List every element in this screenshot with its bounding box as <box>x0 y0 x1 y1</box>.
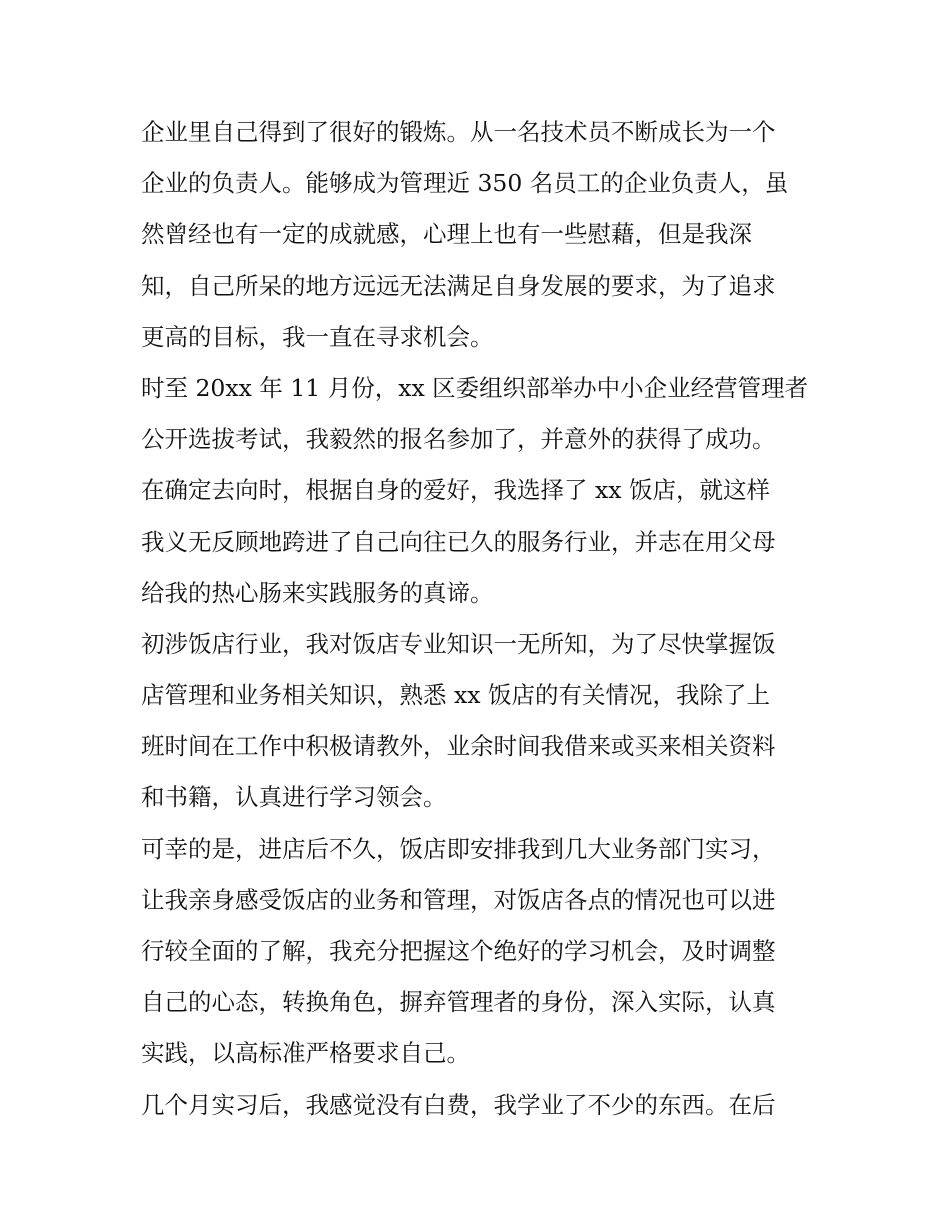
body-text <box>141 107 821 1131</box>
text-line: 行较全面的了解，我充分把握这个绝好的学习机会，及时调整 <box>141 937 776 965</box>
text-line: 然曾经也有一定的成就感，心理上也有一些慰藉，但是我深 <box>141 220 752 249</box>
text-line: 时至 20xx 年 11 月份，xx 区委组织部举办中小企业经营管理者 <box>141 373 809 402</box>
text-line: 让我亲身感受饭店的业务和管理，对饭店各点的情况也可以进 <box>141 885 776 914</box>
text-line: 公开选拔考试，我毅然的报名参加了，并意外的获得了成功。 <box>141 425 776 454</box>
text-line: 可幸的是，进店后不久，饭店即安排我到几大业务部门实习， <box>141 834 776 863</box>
text-line: 更高的目标，我一直在寻求机会。 <box>141 322 494 351</box>
text-line: 几个月实习后，我感觉没有白费，我学业了不少的东西。在后 <box>141 1090 776 1119</box>
text-line: 班时间在工作中积极请教外，业余时间我借来或买来相关资料 <box>141 732 776 761</box>
text-line: 和书籍，认真进行学习领会。 <box>141 783 447 812</box>
text-line: 企业的负责人。能够成为管理近 350 名员工的企业负责人，虽 <box>141 169 789 198</box>
text-line: 实践，以高标准严格要求自己。 <box>141 1039 470 1068</box>
text-line: 店管理和业务相关知识，熟悉 xx 饭店的有关情况，我除了上 <box>141 681 770 710</box>
text-line: 知，自己所呆的地方远远无法满足自身发展的要求，为了追求 <box>141 271 776 300</box>
text-line: 自己的心态，转换角色，摒弃管理者的身份，深入实际，认真 <box>141 988 776 1017</box>
text-line: 在确定去向时，根据自身的爱好，我选择了 xx 饭店，就这样 <box>141 476 770 505</box>
text-line: 初涉饭店行业，我对饭店专业知识一无所知，为了尽快掌握饭 <box>141 629 776 658</box>
text-line: 我义无反顾地跨进了自己向往已久的服务行业，并志在用父母 <box>141 527 776 556</box>
text-line: 给我的热心肠来实践服务的真谛。 <box>141 578 494 607</box>
text-line: 企业里自己得到了很好的锻炼。从一名技术员不断成长为一个 <box>141 118 776 146</box>
